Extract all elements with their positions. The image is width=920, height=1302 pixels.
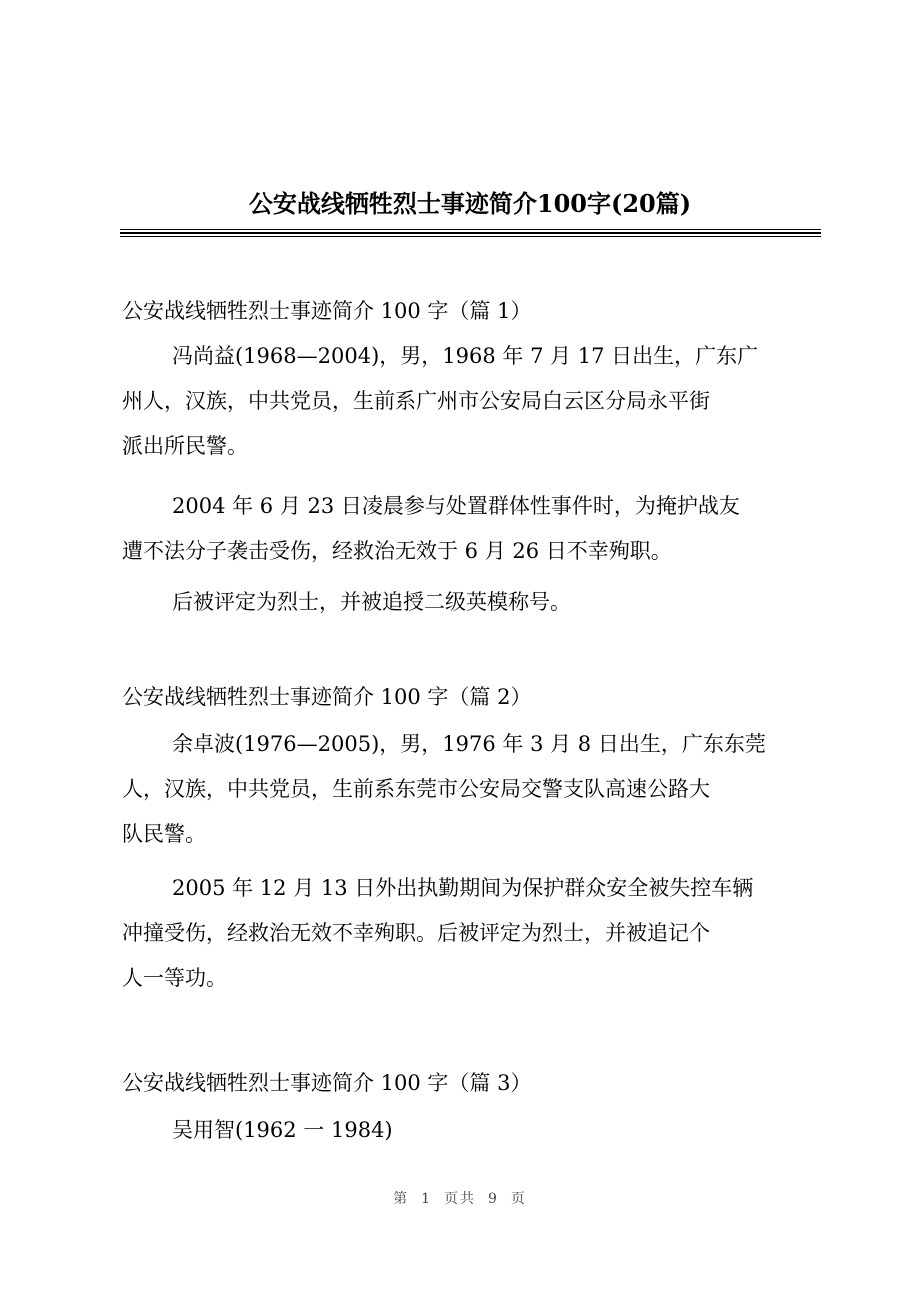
text-line: 冯尚益(1968—2004)，男，1968 年 7 月 17 日出生，广东广 (172, 344, 759, 368)
section-1-paragraph-2 (122, 484, 822, 574)
text-line: 冲撞受伤，经救治无效不幸殉职。后被评定为烈士，并被追记个 (122, 921, 710, 945)
footer-middle: 页共 (444, 1191, 476, 1207)
text-line: 2005 年 12 月 13 日外出执勤期间为保护群众安全被失控车辆 (172, 876, 754, 900)
text-line: 余卓波(1976—2005)，男，1976 年 3 月 8 日出生，广东东莞 (172, 732, 766, 756)
section-3-paragraph-1 (122, 1108, 822, 1153)
section-2-paragraph-2 (122, 866, 822, 1001)
text-line: 人一等功。 (122, 966, 227, 990)
section-2-paragraph-1 (122, 722, 822, 857)
footer-prefix: 第 (393, 1191, 410, 1207)
footer-total-pages: 9 (488, 1191, 499, 1207)
page-footer (0, 1188, 920, 1208)
text-line: 2004 年 6 月 23 日凌晨参与处置群体性事件时，为掩护战友 (172, 494, 740, 518)
text-line: 队民警。 (122, 822, 206, 846)
section-1-paragraph-1 (122, 334, 822, 469)
text-line: 后被评定为烈士，并被追授二级英模称号。 (172, 590, 571, 614)
title-rule-top (120, 229, 821, 230)
text-line: 州人，汉族，中共党员，生前系广州市公安局白云区分局永平街 (122, 389, 710, 413)
section-heading-1: 公安战线牺牲烈士事迹简介 100 字（篇 1） (122, 299, 532, 323)
footer-suffix: 页 (510, 1191, 527, 1207)
title-rule-middle (120, 232, 821, 234)
section-heading-3: 公安战线牺牲烈士事迹简介 100 字（篇 3） (122, 1071, 532, 1095)
text-line: 人，汉族，中共党员，生前系东莞市公安局交警支队高速公路大 (122, 777, 710, 801)
text-line: 吴用智(1962 一 1984) (172, 1118, 393, 1142)
section-1-paragraph-3 (122, 580, 822, 625)
footer-current-page: 1 (421, 1191, 432, 1207)
text-line: 遭不法分子袭击受伤，经救治无效于 6 月 26 日不幸殉职。 (122, 539, 672, 563)
text-line: 派出所民警。 (122, 434, 248, 458)
section-heading-2: 公安战线牺牲烈士事迹简介 100 字（篇 2） (122, 685, 532, 709)
title-rule-bottom (120, 236, 821, 237)
document-title: 公安战线牺牲烈士事迹简介100字(20篇) (248, 189, 692, 218)
